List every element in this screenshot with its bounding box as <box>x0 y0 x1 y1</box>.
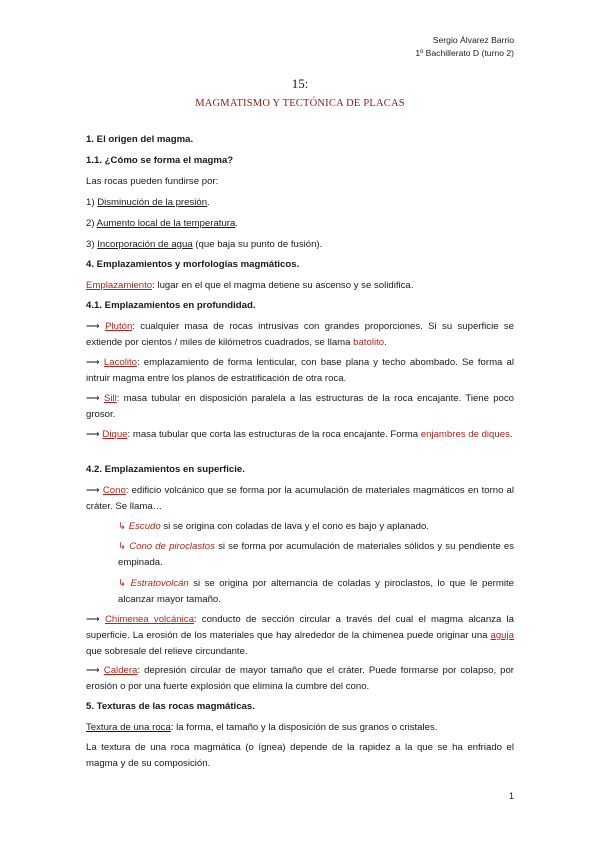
intro-text: Las rocas pueden fundirse por: <box>86 176 219 187</box>
term: Cono de piroclastos <box>129 541 215 552</box>
author-class: 1º Bachillerato D (turno 2) <box>415 48 514 58</box>
document-number: 15: <box>291 76 309 91</box>
definition-textura: Textura de una roca: la forma, el tamaño y la disposición de sus granos o cristales. <box>86 722 438 733</box>
list-item: 1) Disminución de la presión. <box>86 197 210 208</box>
highlight: aguja <box>490 630 514 641</box>
subsection-heading-4-1: 4.1. Emplazamientos en profundidad. <box>86 300 256 311</box>
term: Textura de una roca <box>86 722 171 733</box>
sub-arrow-icon: ↳ <box>118 521 129 532</box>
definition-cono: ⟶ Cono: edificio volcánico que se forma por la acumulación de materiales magmáticos en torno al cráter. Se llama… <box>86 485 514 512</box>
arrow-icon: ⟶ <box>86 321 106 332</box>
section-heading-1: 1. El origen del magma. <box>86 134 194 145</box>
sub-arrow-icon: ↳ <box>118 578 131 589</box>
sub-item-escudo: ↳ Escudo si se origina con coladas de lava y el cono es bajo y aplanado. <box>118 521 429 532</box>
highlight: enjambres de diques <box>420 429 510 440</box>
document-title: MAGMATISMO Y TECTÓNICA DE PLACAS <box>195 98 405 109</box>
term: Dique <box>102 429 128 440</box>
section-heading-5: 5. Texturas de las rocas magmáticas. <box>86 701 255 712</box>
definition-emplazamiento: Emplazamiento: lugar en el que el magma detiene su ascenso y se solidifica. <box>86 280 414 291</box>
page-number: 1 <box>508 791 514 801</box>
term: Estratovolcán <box>130 578 189 589</box>
list-term: Disminución de la presión <box>97 197 208 208</box>
definition-pluton: ⟶ Plutón: cualquier masa de rocas intrusivas con grandes proporciones. Si su superficie se extiende por cientos / miles de kilómetros cuadrados, se llama batolito. <box>86 321 514 348</box>
term: Plutón <box>105 321 133 332</box>
arrow-icon: ⟶ <box>86 485 103 496</box>
list-item: 2) Aumento local de la temperatura. <box>86 218 238 229</box>
list-term: Incorporación de agua <box>97 239 193 250</box>
arrow-icon: ⟶ <box>86 357 104 368</box>
arrow-icon: ⟶ <box>86 429 103 440</box>
list-item: 3) Incorporación de agua (que baja su punto de fusión). <box>86 239 323 250</box>
sub-item-estratovolcan: ↳ Estratovolcán si se origina por alternancia de coladas y piroclastos, lo que le permite alcanzar mayor tamaño. <box>118 578 514 605</box>
definition-caldera: ⟶ Caldera: depresión circular de mayor tamaño que el cráter. Puede formarse por colapso, por erosión o por una fuerte explosión que elimina la cumbre del cono. <box>86 665 515 692</box>
term: Cono <box>102 485 126 496</box>
arrow-icon: ⟶ <box>86 614 105 625</box>
arrow-icon: ⟶ <box>86 665 104 676</box>
sub-item-cono-piroclastos: ↳ Cono de piroclastos si se forma por acumulación de materiales sólidos y su pendiente es empinada. <box>118 541 514 568</box>
closing-paragraph: La textura de una roca magmática (o ígnea) depende de la rapidez a la que se ha enfriado el magma y de su composición. <box>86 742 514 769</box>
author-name: Sergio Álvarez Barrio <box>432 35 514 45</box>
definition-dique: ⟶ Dique: masa tubular que corta las estructuras de la roca encajante. Forma enjambres de diques. <box>86 429 513 440</box>
highlight: batolito <box>353 337 385 348</box>
arrow-icon: ⟶ <box>86 393 104 404</box>
term: Escudo <box>128 521 161 532</box>
definition-sill: ⟶ Sill: masa tubular en disposición paralela a las estructuras de la roca encajante. Tiene poco grosor. <box>86 393 514 420</box>
sub-arrow-icon: ↳ <box>118 541 130 552</box>
author-block <box>415 34 514 60</box>
term: Emplazamiento <box>86 280 153 291</box>
term: Chimenea volcánica <box>104 614 194 625</box>
term: Sill <box>103 393 117 404</box>
term: Lacolito <box>103 357 137 368</box>
term: Caldera <box>103 665 138 676</box>
definition-lacolito: ⟶ Lacolito: emplazamiento de forma lenticular, con base plana y techo abombado. Se forma al intruir magma entre los planos de estratificación de otra roca. <box>86 357 515 384</box>
section-heading-4: 4. Emplazamientos y morfologías magmáticos. <box>86 259 300 270</box>
definition-chimenea: ⟶ Chimenea volcánica: conducto de sección circular a través del cual el magma alcanza la superficie. La erosión de los materiales que hay alrededor de la chimenea puede originar una aguja que sobresale del relieve circundante. <box>86 614 515 657</box>
subsection-heading-4-2: 4.2. Emplazamientos en superficie. <box>86 464 245 475</box>
subsection-heading-1-1: 1.1. ¿Cómo se forma el magma? <box>86 155 234 166</box>
list-term: Aumento local de la temperatura <box>96 218 236 229</box>
